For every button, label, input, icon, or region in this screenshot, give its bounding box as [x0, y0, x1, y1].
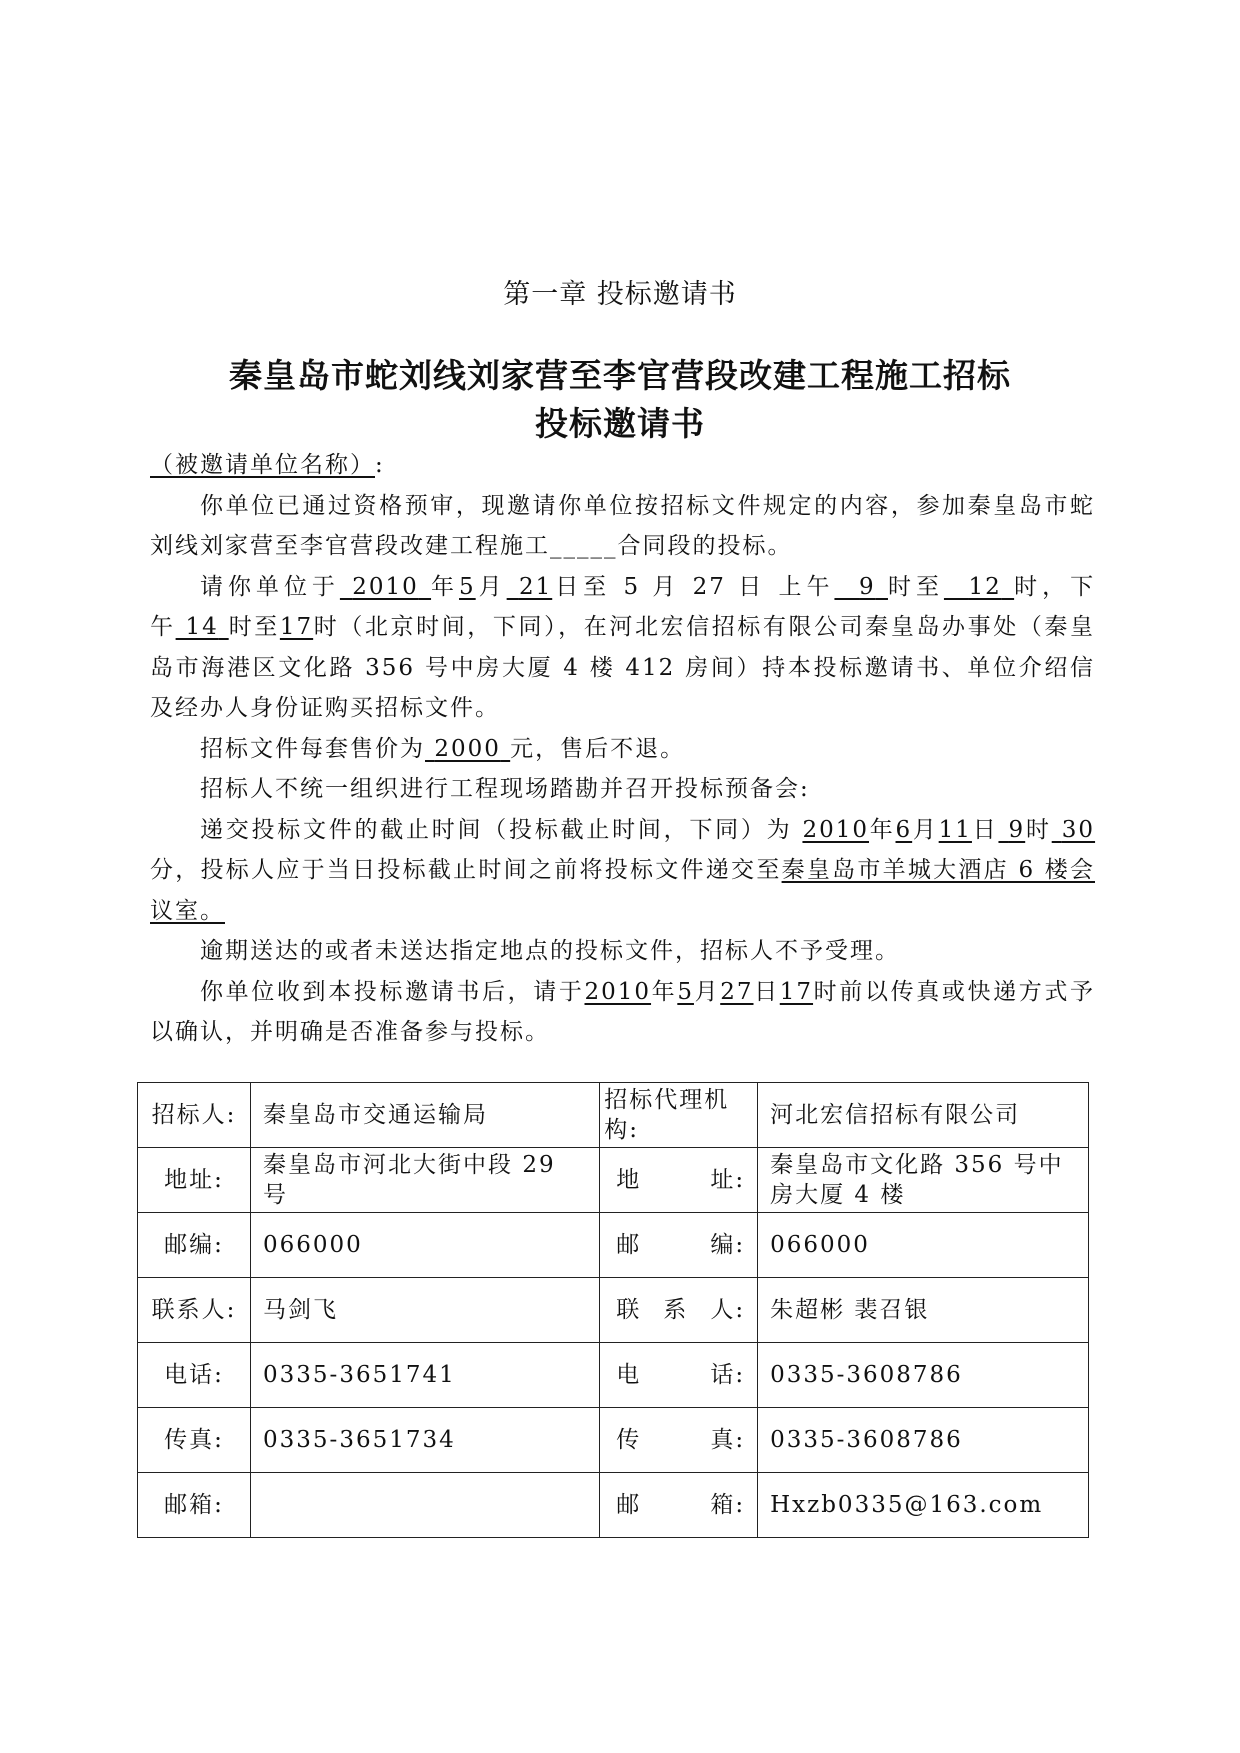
table-cell: 秦皇岛市河北大街中段 29 号 — [251, 1148, 600, 1213]
table-cell — [600, 1408, 758, 1473]
table-cell: 066000 — [758, 1213, 1089, 1278]
label: 联 — [616, 1297, 642, 1323]
table-cell: 0335-3608786 — [758, 1343, 1089, 1408]
lot-blank: _____ — [550, 533, 618, 559]
label: 传 — [616, 1427, 642, 1453]
table-cell: 联系人: — [138, 1278, 251, 1343]
label: 系 — [663, 1297, 689, 1323]
table-cell: 招标人: — [138, 1083, 251, 1148]
table-cell: 地址: — [138, 1148, 251, 1213]
table-cell: 电话: — [138, 1343, 251, 1408]
confirm-month: 5 — [677, 978, 694, 1005]
sale-day: 21 — [518, 573, 553, 600]
pm-from: 14 — [185, 614, 219, 640]
table-cell: 马剑飞 — [251, 1278, 600, 1343]
pm-to: 17 — [279, 614, 314, 640]
table-row — [138, 1213, 1089, 1278]
text: 分，投标人应于当日投标截止时间之前将投标文件递交至 — [150, 857, 782, 883]
contact-table — [137, 1082, 1089, 1538]
text: 日 — [753, 978, 780, 1005]
table-cell: Hxzb0335@163.com — [758, 1473, 1089, 1538]
document-subtitle: 投标邀请书 — [535, 404, 705, 443]
invitation-text-end: 合同段的投标。 — [617, 533, 793, 559]
deadline-minute: 30 — [1061, 816, 1096, 843]
table-cell: 河北宏信招标有限公司 — [758, 1083, 1089, 1148]
text: 时，下午 — [150, 573, 1096, 640]
table-cell — [600, 1343, 758, 1408]
label: 电 — [616, 1362, 642, 1388]
chapter-heading: 第一章 投标邀请书 — [503, 279, 737, 310]
invitation-text: 你单位已通过资格预审，现邀请你单位按招标文件规定的内容，参加秦皇岛市蛇刘线刘家营至李官营段改建工程施工 — [150, 492, 1095, 559]
deadline-month: 6 — [895, 816, 913, 843]
text: 递交投标文件的截止时间（投标截止时间，下同）为 — [200, 816, 793, 843]
text: 请你单位于 — [200, 573, 340, 600]
table-cell: 邮编: — [138, 1213, 251, 1278]
table-cell — [600, 1213, 758, 1278]
paragraph-price — [150, 729, 1095, 770]
addressee: （被邀请单位名称） — [150, 452, 375, 478]
text: 时前以传真或快递方式予以确认，并明确是否准备参与投标。 — [150, 978, 1096, 1045]
paragraph-invitation — [150, 486, 1095, 567]
text: 月 — [475, 573, 507, 600]
sale-month: 5 — [459, 573, 476, 600]
text: 时至 — [228, 614, 280, 640]
table-row — [138, 1083, 1089, 1148]
table-row — [138, 1343, 1089, 1408]
text: 你单位收到本投标邀请书后，请于 — [200, 978, 585, 1005]
table-cell — [251, 1473, 600, 1538]
label: 真: — [710, 1427, 746, 1453]
label: 址: — [710, 1167, 746, 1193]
paragraph-site-visit: 招标人不统一组织进行工程现场踏勘并召开投标预备会: — [200, 776, 810, 802]
table-cell: 朱超彬 裴召银 — [758, 1278, 1089, 1343]
am-from: 9 — [859, 573, 876, 600]
text: 招标文件每套售价为 — [200, 735, 425, 762]
paragraph-purchase — [150, 567, 1095, 729]
table-cell: 传真: — [138, 1408, 251, 1473]
document-title: 秦皇岛市蛇刘线刘家营至李官营段改建工程施工招标 — [229, 356, 1011, 395]
submission-place: 秦皇岛市羊城大酒店 6 楼会议室。 — [150, 857, 1095, 924]
table-cell: 招标代理机构: — [600, 1083, 758, 1148]
table-cell: 066000 — [251, 1213, 600, 1278]
text: 年 — [651, 978, 678, 1005]
text: 日 — [971, 816, 999, 843]
label: 地 — [616, 1167, 642, 1193]
deadline-year: 2010 — [802, 816, 869, 843]
label: 编: — [710, 1232, 746, 1258]
paragraph-deadline — [150, 810, 1095, 932]
sale-year: 2010 — [352, 573, 419, 600]
label: 邮 — [616, 1492, 642, 1518]
text: 月 — [912, 816, 939, 843]
label: 箱: — [710, 1492, 746, 1518]
confirm-day: 27 — [720, 978, 754, 1005]
document-price: 2000 — [434, 735, 501, 762]
addressee-line: （被邀请单位名称）: — [150, 452, 385, 478]
table-row — [138, 1408, 1089, 1473]
text: 元，售后不退。 — [510, 735, 686, 762]
label: 邮 — [616, 1232, 642, 1258]
deadline-hour: 9 — [1008, 816, 1026, 843]
table-row — [138, 1278, 1089, 1343]
table-row — [138, 1148, 1089, 1213]
table-cell: 0335-3651741 — [251, 1343, 600, 1408]
table-cell — [600, 1473, 758, 1538]
table-cell — [600, 1148, 758, 1213]
paragraph-late-submission: 逾期送达的或者未送达指定地点的投标文件，招标人不予受理。 — [200, 938, 900, 964]
table-cell: 秦皇岛市文化路 356 号中房大厦 4 楼 — [758, 1148, 1089, 1213]
table-cell — [600, 1278, 758, 1343]
confirm-year: 2010 — [584, 978, 652, 1005]
table-cell: 秦皇岛市交通运输局 — [251, 1083, 600, 1148]
text: 时 — [1025, 816, 1052, 843]
text: 日至 5 月 27 日 上午 — [552, 573, 835, 600]
deadline-day: 11 — [938, 816, 972, 843]
text: 时至 — [887, 573, 944, 600]
table-cell: 0335-3651734 — [251, 1408, 600, 1473]
label: 话: — [710, 1362, 746, 1388]
label: 人: — [710, 1297, 746, 1323]
text: 时（北京时间，下同），在河北宏信招标有限公司秦皇岛办事处（秦皇岛市海港区文化路 356 号中房大厦 4 楼 412 房间）持本投标邀请书、单位介绍信及经办人身份证购买招标文件。 — [150, 614, 1096, 721]
table-row — [138, 1473, 1089, 1538]
letter-body — [150, 445, 1095, 1053]
text: 年 — [869, 816, 896, 843]
table-cell: 邮箱: — [138, 1473, 251, 1538]
paragraph-confirmation — [150, 972, 1095, 1053]
confirm-hour: 17 — [779, 978, 814, 1005]
text: 年 — [431, 573, 460, 600]
table-cell: 0335-3608786 — [758, 1408, 1089, 1473]
text: 月 — [693, 978, 721, 1005]
am-to: 12 — [968, 573, 1002, 600]
